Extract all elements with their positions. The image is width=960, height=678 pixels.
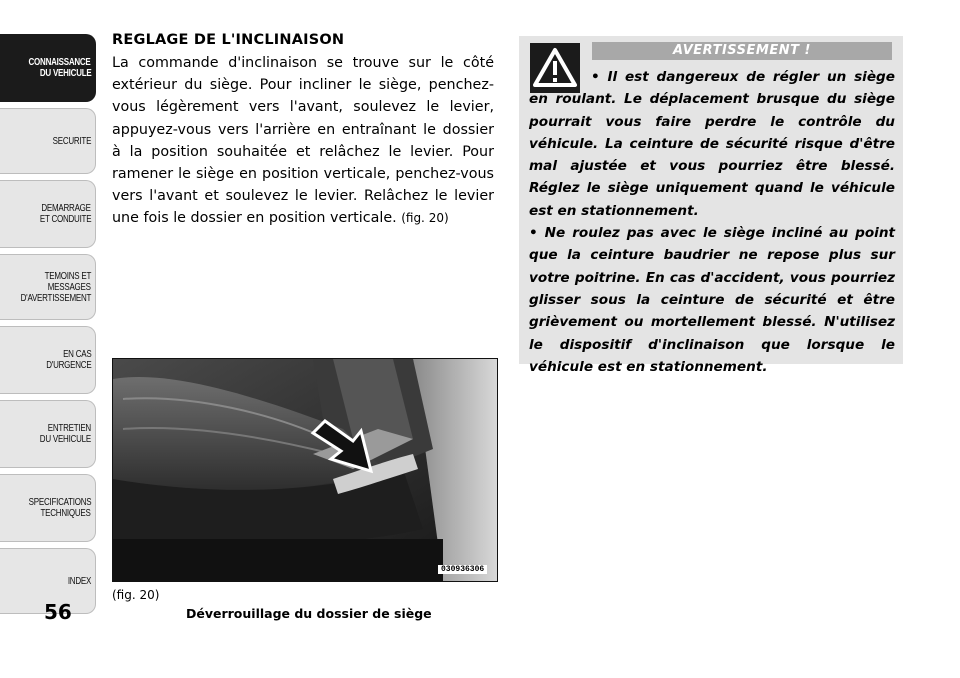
- tab-label: DU VEHICULE: [39, 434, 91, 445]
- body-paragraph: La commande d'inclinaison se trouve sur le côté extérieur du siège. Pour incliner le siège, penchez-vous légèrement vers l'avant, soulevez le levier, appuyez-vous vers l'arrière en entraînant le dossier à la position souhaitée et relâchez le levier. Pour ramener le siège en position verticale, penchez-vous vers l'avant et soulevez le levier. Relâchez le levier une fois le dossier en position verticale.: [112, 55, 494, 227]
- warning-bullet: • Ne roulez pas avec le siège incliné au point que la ceinture baudrier ne repose plus sur votre poitrine. En cas d'accident, vous pourriez glisser sous la ceinture de sécurité et être grièvement ou mortellement blessé. N'utilisez le dispositif d'inclinaison que lorsque le véhicule est en stationnement.: [529, 225, 895, 375]
- seat-recliner-photo: [112, 358, 498, 582]
- tab-label: D'URGENCE: [45, 360, 91, 371]
- tab-en-cas-d-urgence[interactable]: [0, 326, 96, 394]
- page-number: 56: [44, 600, 72, 624]
- section-body: [112, 52, 494, 230]
- warning-bullet: • Il est dangereux de régler un siège en roulant. Le déplacement brusque du siège pourrait vous faire perdre le contrôle du véhicule. La ceinture de sécurité risque d'être mal ajustée et vous pourriez être blessé. Réglez le siège uniquement quand le véhicule est en stationnement.: [529, 69, 895, 219]
- tab-label: ENTRETIEN: [47, 423, 91, 434]
- tab-label: DEMARRAGE: [41, 203, 91, 214]
- figure-caption: Déverrouillage du dossier de siège: [186, 606, 432, 621]
- tab-specifications-techniques[interactable]: [0, 474, 96, 542]
- warning-text: [529, 66, 895, 378]
- tab-label: CONNAISSANCE: [28, 57, 91, 68]
- tab-connaissance-du-vehicule[interactable]: [0, 34, 96, 102]
- tab-demarrage-et-conduite[interactable]: [0, 180, 96, 248]
- tab-label: EN CAS: [62, 349, 91, 360]
- warning-box: [519, 36, 903, 375]
- tab-label: SECURITE: [52, 135, 91, 147]
- figure-reference: (fig. 20): [401, 211, 449, 226]
- tab-label: ET CONDUITE: [39, 214, 91, 225]
- warning-title: AVERTISSEMENT !: [592, 42, 892, 60]
- tab-label: D'AVERTISSEMENT: [20, 292, 91, 304]
- seat-illustration: [113, 359, 497, 581]
- tab-label: TEMOINS ET: [44, 270, 91, 282]
- tab-label: DU VEHICULE: [39, 68, 91, 79]
- tab-entretien-du-vehicule[interactable]: [0, 400, 96, 468]
- tab-label: INDEX: [67, 575, 91, 587]
- tab-label: MESSAGES: [48, 281, 91, 293]
- tab-temoins-et-messages[interactable]: [0, 254, 96, 320]
- tab-label: SPECIFICATIONS: [28, 497, 91, 508]
- section-heading: REGLAGE DE L'INCLINAISON: [112, 32, 345, 48]
- tab-label: TECHNIQUES: [40, 508, 91, 519]
- tab-securite[interactable]: [0, 108, 96, 174]
- figure-label: (fig. 20): [112, 588, 160, 602]
- figure-code: 030936306: [438, 565, 487, 574]
- chapter-tabs: [0, 0, 98, 660]
